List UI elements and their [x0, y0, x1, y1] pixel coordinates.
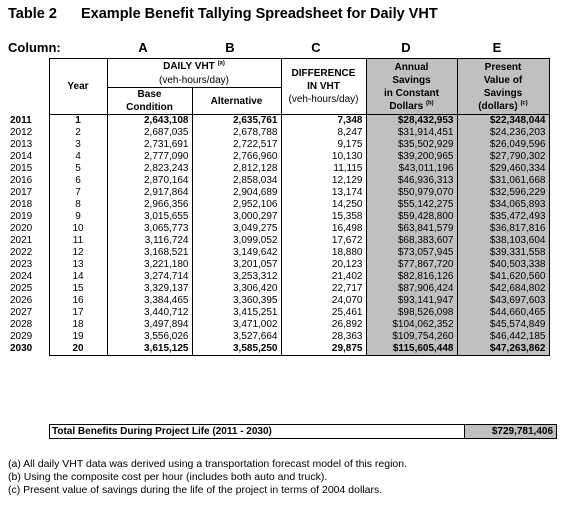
row-annual-savings: $77,867,720: [366, 259, 457, 271]
row-base-condition: 3,497,894: [107, 319, 192, 331]
row-present-value: $31,061,668: [457, 175, 549, 187]
daily-vht-note: (a): [217, 60, 225, 67]
present-header-dollars: (dollars): [478, 100, 518, 112]
row-present-value: $44,660,465: [457, 307, 549, 319]
row-annual-savings: $73,057,945: [366, 247, 457, 259]
present-header-line2: Value of: [483, 74, 523, 86]
row-alternative: 2,812,128: [192, 163, 281, 175]
row-base-condition: 3,168,521: [107, 247, 192, 259]
row-difference: 12,129: [281, 175, 366, 187]
row-year: 2019: [10, 211, 33, 222]
column-letter-d: D: [401, 40, 411, 55]
table-row: [8, 139, 549, 151]
row-difference: 20,123: [281, 259, 366, 271]
row-year: 2028: [10, 319, 33, 330]
row-index: 14: [49, 271, 107, 283]
annual-header-line1: Annual: [394, 61, 429, 73]
row-year: 2014: [10, 151, 33, 162]
row-year: 2026: [10, 295, 33, 306]
row-alternative: 2,678,788: [192, 127, 281, 139]
table-row: [8, 259, 549, 271]
table-title: [8, 6, 438, 22]
row-index: 5: [49, 163, 107, 175]
row-annual-savings: $115,605,448: [366, 343, 457, 356]
row-alternative: 3,527,664: [192, 331, 281, 343]
footnotes: [8, 458, 407, 497]
row-index: 3: [49, 139, 107, 151]
row-annual-savings: $59,428,800: [366, 211, 457, 223]
row-index: 17: [49, 307, 107, 319]
row-base-condition: 3,329,137: [107, 283, 192, 295]
row-base-condition: 3,274,714: [107, 271, 192, 283]
present-header-line3: Savings: [483, 87, 523, 99]
row-present-value: $34,065,893: [457, 199, 549, 211]
row-annual-savings: $93,141,947: [366, 295, 457, 307]
row-year: 2022: [10, 247, 33, 258]
row-present-value: $27,790,302: [457, 151, 549, 163]
table-row: [8, 127, 549, 139]
row-index: 1: [49, 115, 107, 128]
table-row: [8, 199, 549, 211]
row-base-condition: 2,643,108: [107, 115, 192, 128]
row-alternative: 3,099,052: [192, 235, 281, 247]
annual-header-line4: [367, 100, 457, 113]
row-index: 16: [49, 295, 107, 307]
row-present-value: $35,472,493: [457, 211, 549, 223]
table-number: Table 2: [8, 6, 57, 22]
row-difference: 15,358: [281, 211, 366, 223]
row-difference: 18,880: [281, 247, 366, 259]
table-row: [8, 211, 549, 223]
row-base-condition: 3,615,125: [107, 343, 192, 356]
row-index: 9: [49, 211, 107, 223]
benefit-table: [8, 58, 550, 356]
row-annual-savings: $35,502,929: [366, 139, 457, 151]
row-alternative: 3,201,057: [192, 259, 281, 271]
annual-header-dollars: Dollars: [389, 100, 424, 112]
table-row: [8, 295, 549, 307]
present-header-line1: Present: [484, 61, 522, 73]
row-difference: 9,175: [281, 139, 366, 151]
row-year: 2029: [10, 331, 33, 342]
year-label-header-spacer: [8, 59, 49, 115]
row-present-value: $41,620,560: [457, 271, 549, 283]
row-year: 2011: [10, 114, 32, 126]
row-index: 7: [49, 187, 107, 199]
row-year: 2027: [10, 307, 33, 318]
row-present-value: $46,442,185: [457, 331, 549, 343]
row-base-condition: 3,556,026: [107, 331, 192, 343]
row-alternative: 3,253,312: [192, 271, 281, 283]
difference-header-line1: DIFFERENCE: [291, 68, 356, 79]
row-alternative: 2,858,034: [192, 175, 281, 187]
row-annual-savings: $82,816,126: [366, 271, 457, 283]
row-base-condition: 2,777,090: [107, 151, 192, 163]
row-alternative: 2,952,106: [192, 199, 281, 211]
daily-vht-units: (veh-hours/day): [107, 73, 281, 88]
row-annual-savings: $43,011,196: [366, 163, 457, 175]
row-alternative: 3,000,297: [192, 211, 281, 223]
row-annual-savings: $39,200,965: [366, 151, 457, 163]
row-base-condition: 2,823,243: [107, 163, 192, 175]
row-present-value: $45,574,849: [457, 319, 549, 331]
base-header-line1: Base: [107, 88, 192, 102]
row-index: 2: [49, 127, 107, 139]
year-header: Year: [49, 59, 107, 115]
row-base-condition: 3,440,712: [107, 307, 192, 319]
table-row: [8, 163, 549, 175]
annual-note: (b): [426, 100, 434, 107]
row-index: 12: [49, 247, 107, 259]
row-annual-savings: $63,841,579: [366, 223, 457, 235]
row-alternative: 3,415,251: [192, 307, 281, 319]
row-alternative: 3,149,642: [192, 247, 281, 259]
row-index: 6: [49, 175, 107, 187]
row-year: 2017: [10, 187, 33, 198]
row-index: 18: [49, 319, 107, 331]
row-present-value: $24,236,203: [457, 127, 549, 139]
column-letter-c: C: [311, 40, 321, 55]
row-present-value: $26,049,596: [457, 139, 549, 151]
row-base-condition: 3,384,465: [107, 295, 192, 307]
table-row: [8, 223, 549, 235]
table-row: [8, 331, 549, 343]
column-label: Column:: [8, 40, 61, 55]
table-row: [8, 271, 549, 283]
row-alternative: 2,904,689: [192, 187, 281, 199]
row-index: 19: [49, 331, 107, 343]
column-letter-e: E: [492, 40, 502, 55]
row-difference: 16,498: [281, 223, 366, 235]
row-alternative: 2,722,517: [192, 139, 281, 151]
footnote-c: (c) Present value of savings during the life of the project in terms of 2004 dollars.: [8, 484, 383, 496]
column-letter-a: A: [138, 40, 148, 55]
row-difference: 10,130: [281, 151, 366, 163]
present-value-header: [457, 59, 549, 115]
total-benefits-row: [49, 424, 557, 439]
difference-header-line3: (veh-hours/day): [288, 94, 359, 105]
row-annual-savings: $109,754,260: [366, 331, 457, 343]
total-benefits-value: $729,781,406: [465, 425, 557, 439]
row-present-value: $38,103,604: [457, 235, 549, 247]
total-benefits-label: Total Benefits During Project Life (2011 - 2030): [50, 425, 374, 439]
row-difference: 28,363: [281, 331, 366, 343]
table-row: [8, 307, 549, 319]
row-difference: 7,348: [281, 115, 366, 128]
daily-vht-header-text: DAILY VHT: [163, 60, 215, 72]
row-year: 2016: [10, 175, 33, 186]
row-present-value: $40,503,338: [457, 259, 549, 271]
difference-header: [281, 59, 366, 115]
table-row: [8, 187, 549, 199]
row-base-condition: 2,917,864: [107, 187, 192, 199]
annual-savings-header: [366, 59, 457, 115]
row-annual-savings: $98,526,098: [366, 307, 457, 319]
row-difference: 22,717: [281, 283, 366, 295]
row-annual-savings: $50,979,070: [366, 187, 457, 199]
table-row: [8, 283, 549, 295]
row-alternative: 3,360,395: [192, 295, 281, 307]
row-year: 2012: [10, 127, 33, 138]
row-present-value: $42,684,802: [457, 283, 549, 295]
row-alternative: 2,635,761: [192, 115, 281, 128]
row-year: 2024: [10, 271, 33, 282]
row-difference: 11,115: [281, 163, 366, 175]
row-base-condition: 3,015,655: [107, 211, 192, 223]
row-annual-savings: $28,432,953: [366, 115, 457, 128]
row-base-condition: 2,966,356: [107, 199, 192, 211]
column-letter-row: [0, 40, 573, 58]
table-row: [8, 115, 549, 128]
table-title-text: Example Benefit Tallying Spreadsheet for Daily VHT: [81, 6, 438, 22]
footnote-b: (b) Using the composite cost per hour (includes both auto and truck).: [8, 471, 328, 483]
row-difference: 21,402: [281, 271, 366, 283]
row-difference: 8,247: [281, 127, 366, 139]
row-present-value: $47,263,862: [457, 343, 549, 356]
row-index: 8: [49, 199, 107, 211]
row-base-condition: 3,221,180: [107, 259, 192, 271]
daily-vht-header: [107, 59, 281, 74]
row-annual-savings: $104,062,352: [366, 319, 457, 331]
present-note: (c): [520, 100, 528, 107]
total-benefits-spacer: [374, 425, 465, 439]
row-difference: 17,672: [281, 235, 366, 247]
table-row: [8, 235, 549, 247]
row-base-condition: 2,687,035: [107, 127, 192, 139]
row-alternative: 3,049,275: [192, 223, 281, 235]
row-difference: 29,875: [281, 343, 366, 356]
row-year: 2030: [10, 343, 33, 355]
annual-header-line3: in Constant: [384, 87, 439, 99]
row-difference: 25,461: [281, 307, 366, 319]
row-annual-savings: $68,383,607: [366, 235, 457, 247]
row-index: 4: [49, 151, 107, 163]
column-letter-b: B: [225, 40, 235, 55]
row-year: 2025: [10, 283, 33, 294]
row-alternative: 3,585,250: [192, 343, 281, 356]
row-annual-savings: $87,906,424: [366, 283, 457, 295]
alternative-header: Alternative: [192, 88, 281, 115]
table-row: [8, 343, 549, 356]
table-row: [8, 151, 549, 163]
row-index: 11: [49, 235, 107, 247]
row-index: 13: [49, 259, 107, 271]
footnote-a: (a) All daily VHT data was derived using a transportation forecast model of this region.: [8, 458, 408, 470]
row-difference: 24,070: [281, 295, 366, 307]
row-index: 15: [49, 283, 107, 295]
row-alternative: 2,766,960: [192, 151, 281, 163]
table-row: [8, 319, 549, 331]
row-present-value: $32,596,229: [457, 187, 549, 199]
row-present-value: $22,348,044: [457, 115, 549, 128]
row-annual-savings: $46,936,313: [366, 175, 457, 187]
present-header-line4: [458, 100, 549, 113]
row-alternative: 3,306,420: [192, 283, 281, 295]
row-present-value: $36,817,816: [457, 223, 549, 235]
row-annual-savings: $55,142,275: [366, 199, 457, 211]
row-year: 2021: [10, 235, 33, 246]
row-base-condition: 3,065,773: [107, 223, 192, 235]
row-present-value: $39,331,558: [457, 247, 549, 259]
row-base-condition: 3,116,724: [107, 235, 192, 247]
row-alternative: 3,471,002: [192, 319, 281, 331]
row-index: 10: [49, 223, 107, 235]
row-difference: 14,250: [281, 199, 366, 211]
row-base-condition: 2,731,691: [107, 139, 192, 151]
difference-header-line2: IN VHT: [307, 81, 340, 92]
row-difference: 26,892: [281, 319, 366, 331]
annual-header-line2: Savings: [392, 74, 431, 86]
row-difference: 13,174: [281, 187, 366, 199]
row-annual-savings: $31,914,451: [366, 127, 457, 139]
row-base-condition: 2,870,164: [107, 175, 192, 187]
row-index: 20: [49, 343, 107, 356]
base-header-line2: Condition: [107, 101, 192, 115]
row-present-value: $29,460,334: [457, 163, 549, 175]
row-year: 2018: [10, 199, 33, 210]
table-row: [8, 175, 549, 187]
row-present-value: $43,697,603: [457, 295, 549, 307]
table-row: [8, 247, 549, 259]
row-year: 2023: [10, 259, 33, 270]
row-year: 2015: [10, 163, 33, 174]
row-year: 2013: [10, 139, 33, 150]
row-year: 2020: [10, 223, 33, 234]
